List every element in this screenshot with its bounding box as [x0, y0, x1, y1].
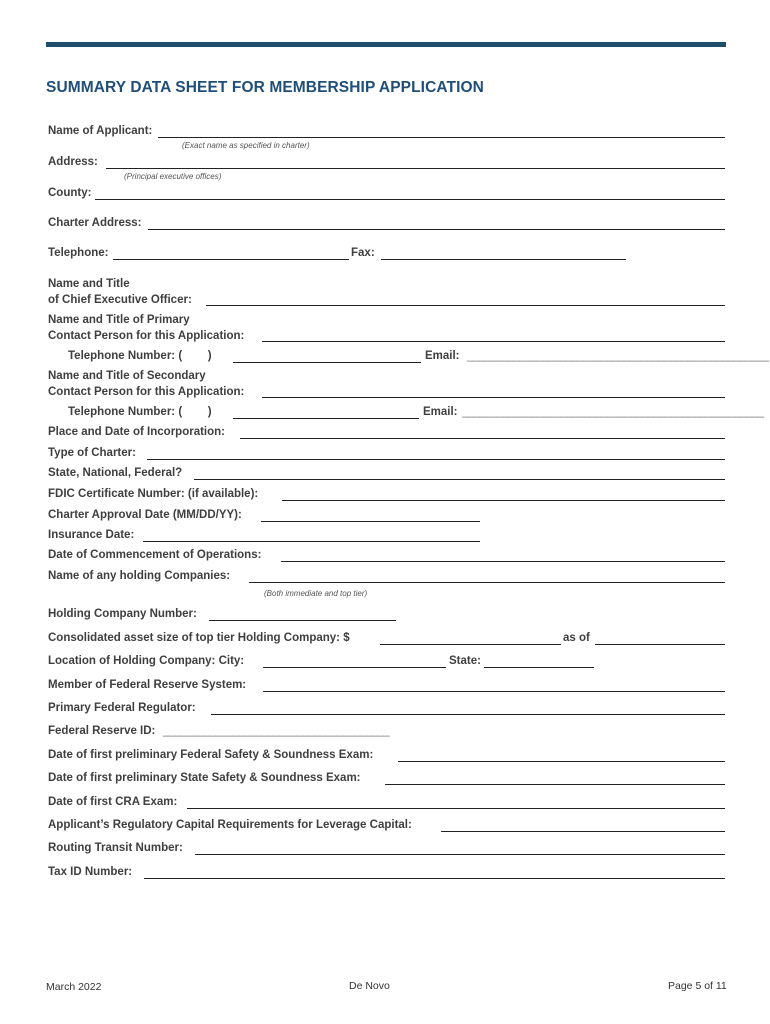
name-of-applicant-field[interactable] [158, 137, 725, 138]
county-label: County: [48, 187, 92, 199]
state-national-federal-label: State, National, Federal? [48, 467, 183, 479]
holding-companies-field[interactable] [249, 582, 725, 583]
holding-companies-note: (Both immediate and top tier) [264, 589, 368, 598]
routing-number-label: Routing Transit Number: [48, 842, 183, 854]
state-exam-field[interactable] [385, 784, 725, 785]
secondary-contact-label-line1: Name and Title of Secondary [48, 370, 206, 382]
footer-date: March 2022 [46, 981, 102, 993]
member-frs-label: Member of Federal Reserve System: [48, 679, 247, 691]
ceo-label-line2: of Chief Executive Officer: [48, 294, 192, 306]
charter-address-field[interactable] [148, 229, 725, 230]
secondary-phone-field[interactable] [233, 418, 419, 419]
telephone-label: Telephone: [48, 247, 109, 259]
routing-number-field[interactable] [195, 854, 725, 855]
charter-address-label: Charter Address: [48, 217, 142, 229]
fdic-certificate-label: FDIC Certificate Number: (if available): [48, 488, 259, 500]
insurance-date-label: Insurance Date: [48, 529, 135, 541]
primary-regulator-label: Primary Federal Regulator: [48, 702, 196, 714]
ceo-label-line1: Name and Title [48, 278, 130, 290]
location-city-label: Location of Holding Company: City: [48, 655, 245, 667]
primary-phone-field[interactable] [233, 362, 421, 363]
location-state-label: State: [449, 655, 481, 667]
type-of-charter-field[interactable] [147, 459, 725, 460]
secondary-contact-label-line2: Contact Person for this Application: [48, 386, 245, 398]
federal-exam-label: Date of first preliminary Federal Safety & Soundness Exam: [48, 749, 374, 761]
tax-id-field[interactable] [144, 878, 725, 879]
secondary-contact-field[interactable] [262, 397, 725, 398]
ceo-field[interactable] [206, 305, 725, 306]
fdic-certificate-field[interactable] [282, 500, 725, 501]
primary-contact-label-line2: Contact Person for this Application: [48, 330, 245, 342]
consolidated-asset-field[interactable] [380, 644, 561, 645]
commencement-label: Date of Commencement of Operations: [48, 549, 262, 561]
primary-regulator-field[interactable] [211, 714, 725, 715]
tax-id-label: Tax ID Number: [48, 866, 133, 878]
name-of-applicant-note: (Exact name as specified in charter) [182, 141, 310, 150]
secondary-phone-label: Telephone Number: ( ) [68, 406, 212, 418]
insurance-date-field[interactable] [143, 541, 480, 542]
county-field[interactable] [95, 199, 725, 200]
footer-center: De Novo [349, 980, 390, 992]
federal-reserve-id-field[interactable]: _______________________________________ [163, 725, 390, 737]
commencement-field[interactable] [281, 561, 725, 562]
primary-phone-label: Telephone Number: ( ) [68, 350, 212, 362]
address-note: (Principal executive offices) [124, 172, 222, 181]
page-title: SUMMARY DATA SHEET FOR MEMBERSHIP APPLICATION [46, 79, 484, 96]
fax-field[interactable] [381, 259, 626, 260]
footer-page-number: Page 5 of 11 [668, 980, 727, 992]
primary-contact-label-line1: Name and Title of Primary [48, 314, 190, 326]
state-exam-label: Date of first preliminary State Safety & Soundness Exam: [48, 772, 361, 784]
primary-email-label: Email: [425, 350, 460, 362]
name-of-applicant-label: Name of Applicant: [48, 125, 153, 137]
as-of-label: as of [563, 632, 590, 644]
fax-label: Fax: [351, 247, 375, 259]
secondary-email-field[interactable]: ____________________________________________________ [462, 406, 764, 418]
charter-approval-label: Charter Approval Date (MM/DD/YY): [48, 509, 242, 521]
federal-exam-field[interactable] [398, 761, 725, 762]
holding-company-number-label: Holding Company Number: [48, 608, 197, 620]
cra-exam-label: Date of first CRA Exam: [48, 796, 178, 808]
member-frs-field[interactable] [263, 691, 725, 692]
state-national-federal-field[interactable] [194, 479, 725, 480]
as-of-field[interactable] [595, 644, 725, 645]
location-city-field[interactable] [263, 667, 446, 668]
telephone-field[interactable] [113, 259, 349, 260]
capital-requirements-label: Applicant’s Regulatory Capital Requirements for Leverage Capital: [48, 819, 412, 831]
charter-approval-field[interactable] [261, 521, 480, 522]
primary-contact-field[interactable] [262, 341, 725, 342]
holding-company-number-field[interactable] [209, 620, 396, 621]
address-label: Address: [48, 156, 98, 168]
incorporation-label: Place and Date of Incorporation: [48, 426, 225, 438]
address-field[interactable] [106, 168, 725, 169]
federal-reserve-id-label: Federal Reserve ID: [48, 725, 156, 737]
location-state-field[interactable] [484, 667, 594, 668]
consolidated-asset-label: Consolidated asset size of top tier Holding Company: $ [48, 632, 350, 644]
type-of-charter-label: Type of Charter: [48, 447, 136, 459]
incorporation-field[interactable] [240, 438, 725, 439]
secondary-email-label: Email: [423, 406, 458, 418]
primary-email-field[interactable]: ____________________________________________________ [467, 350, 769, 362]
capital-requirements-field[interactable] [441, 831, 725, 832]
top-rule [46, 42, 726, 47]
holding-companies-label: Name of any holding Companies: [48, 570, 231, 582]
cra-exam-field[interactable] [187, 808, 725, 809]
